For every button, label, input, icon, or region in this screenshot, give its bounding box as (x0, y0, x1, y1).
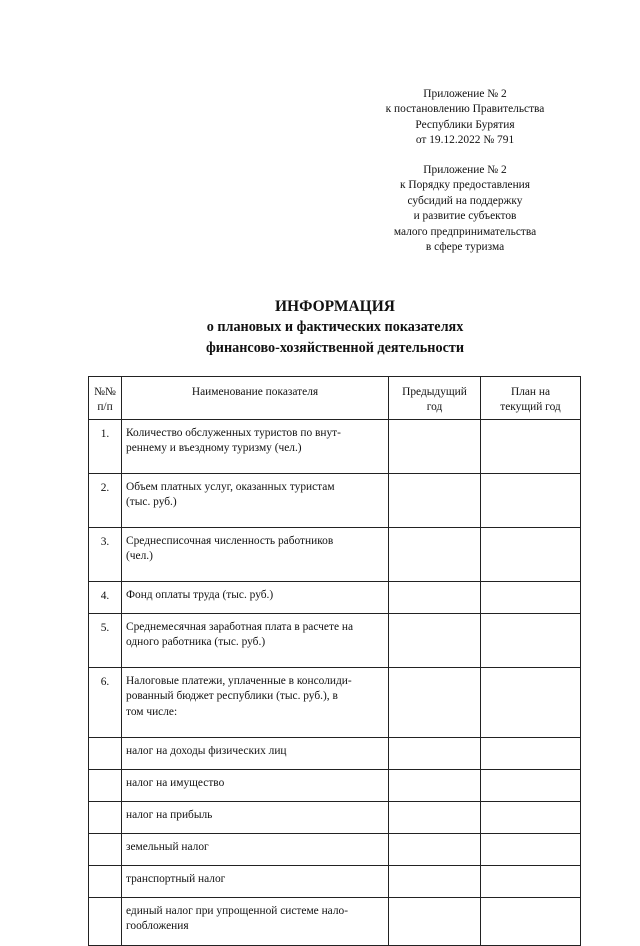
row-indicator-name (122, 528, 389, 582)
appendix-2-line: Приложение № 2 (423, 164, 507, 176)
header-plan-current-year (481, 377, 581, 420)
appendix-1-line: к постановлению Правительства (385, 103, 545, 116)
indicator-name-line: Среднесписочная численность работников (126, 535, 334, 547)
row-indicator-name (122, 668, 389, 738)
row-indicator-name (122, 866, 389, 898)
row-number (89, 866, 122, 898)
table-row (89, 528, 581, 582)
header-previous-year (389, 377, 481, 420)
plan-current-year-cell (481, 668, 581, 738)
table-row (89, 834, 581, 866)
indicator-name-line: гообложения (126, 920, 189, 933)
previous-year-cell (389, 834, 481, 866)
header-name-text: Наименование показателя (191, 386, 319, 398)
table-row (89, 474, 581, 528)
row-indicator-name (122, 474, 389, 528)
title-line-2: о плановых и фактических показателях (206, 319, 464, 335)
header-number-line: п/п (97, 401, 113, 414)
table-row (89, 614, 581, 668)
header-number-line: №№ (94, 386, 116, 398)
previous-year-cell (389, 866, 481, 898)
previous-year-cell (389, 582, 481, 614)
table-row (89, 802, 581, 834)
row-number (89, 834, 122, 866)
table-body (89, 420, 581, 946)
row-number (89, 738, 122, 770)
indicator-name-line: одного работника (тыс. руб.) (126, 636, 266, 649)
appendix-1-line: Приложение № 2 (423, 88, 507, 100)
header-prev-line: Предыдущий (402, 386, 467, 398)
indicator-name-line: Количество обслуженных туристов по внут- (126, 427, 341, 439)
row-number (89, 770, 122, 802)
indicator-name-line: Среднемесячная заработная плата в расчете на (126, 621, 354, 633)
appendix-1-block (360, 87, 570, 149)
previous-year-cell (389, 668, 481, 738)
indicator-name-line: том числе: (126, 705, 178, 718)
table-row (89, 738, 581, 770)
row-number: 5. (89, 614, 122, 668)
indicator-name-line: Налоговые платежи, уплаченные в консолиди- (126, 675, 352, 687)
indicator-name-line: Фонд оплаты труда (тыс. руб.) (126, 589, 274, 601)
title-heading: ИНФОРМАЦИЯ (275, 298, 395, 315)
indicator-name-line: земельный налог (126, 841, 209, 853)
previous-year-cell (389, 770, 481, 802)
appendix-2-block (360, 163, 570, 255)
appendix-2-line: и развитие субъектов (413, 210, 517, 223)
row-indicator-name (122, 582, 389, 614)
plan-current-year-cell (481, 474, 581, 528)
row-number: 2. (89, 474, 122, 528)
row-indicator-name (122, 738, 389, 770)
indicators-table (88, 376, 581, 946)
plan-current-year-cell (481, 528, 581, 582)
header-plan-line: План на (510, 386, 551, 398)
table-row (89, 866, 581, 898)
indicator-name-line: налог на имущество (126, 777, 225, 789)
table-row (89, 770, 581, 802)
previous-year-cell (389, 420, 481, 474)
indicator-name-line: рованный бюджет республики (тыс. руб.), в (126, 690, 338, 703)
header-number (89, 377, 122, 420)
table-row (89, 582, 581, 614)
indicator-name-line: (тыс. руб.) (126, 496, 177, 509)
header-indicator-name (122, 377, 389, 420)
header-plan-line: текущий год (500, 401, 561, 414)
indicator-name-line: единый налог при упрощенной системе нало- (126, 905, 348, 917)
appendix-2-line: малого предпринимательства (393, 225, 537, 238)
document-title (0, 297, 640, 359)
row-indicator-name (122, 802, 389, 834)
title-line-3: финансово-хозяйственной деятельности (205, 340, 465, 356)
indicator-name-line: реннему и въездному туризму (чел.) (126, 442, 302, 455)
appendix-2-line: субсидий на поддержку (407, 194, 523, 207)
row-number: 1. (89, 420, 122, 474)
previous-year-cell (389, 528, 481, 582)
table-header-row (89, 377, 581, 420)
indicator-name-line: транспортный налог (126, 873, 226, 885)
row-indicator-name (122, 770, 389, 802)
table-row (89, 420, 581, 474)
plan-current-year-cell (481, 420, 581, 474)
row-indicator-name (122, 834, 389, 866)
plan-current-year-cell (481, 770, 581, 802)
indicator-name-line: (чел.) (126, 550, 153, 563)
appendix-2-line: к Порядку предоставления (399, 179, 531, 192)
header-prev-line: год (426, 401, 443, 414)
indicator-name-line: налог на доходы физических лиц (126, 745, 287, 757)
previous-year-cell (389, 614, 481, 668)
plan-current-year-cell (481, 866, 581, 898)
plan-current-year-cell (481, 582, 581, 614)
table-row (89, 668, 581, 738)
appendix-1-line: Республики Бурятия (415, 118, 515, 131)
row-number: 6. (89, 668, 122, 738)
indicator-name-line: Объем платных услуг, оказанных туристам (126, 481, 335, 493)
previous-year-cell (389, 738, 481, 770)
previous-year-cell (389, 802, 481, 834)
row-number: 4. (89, 582, 122, 614)
appendix-1-line: от 19.12.2022 № 791 (415, 134, 515, 147)
row-number (89, 802, 122, 834)
plan-current-year-cell (481, 614, 581, 668)
indicator-name-line: налог на прибыль (126, 809, 213, 821)
appendix-2-line: в сфере туризма (425, 241, 505, 254)
plan-current-year-cell (481, 834, 581, 866)
previous-year-cell (389, 474, 481, 528)
row-number: 3. (89, 528, 122, 582)
row-indicator-name (122, 614, 389, 668)
plan-current-year-cell (481, 802, 581, 834)
row-indicator-name (122, 420, 389, 474)
plan-current-year-cell (481, 738, 581, 770)
